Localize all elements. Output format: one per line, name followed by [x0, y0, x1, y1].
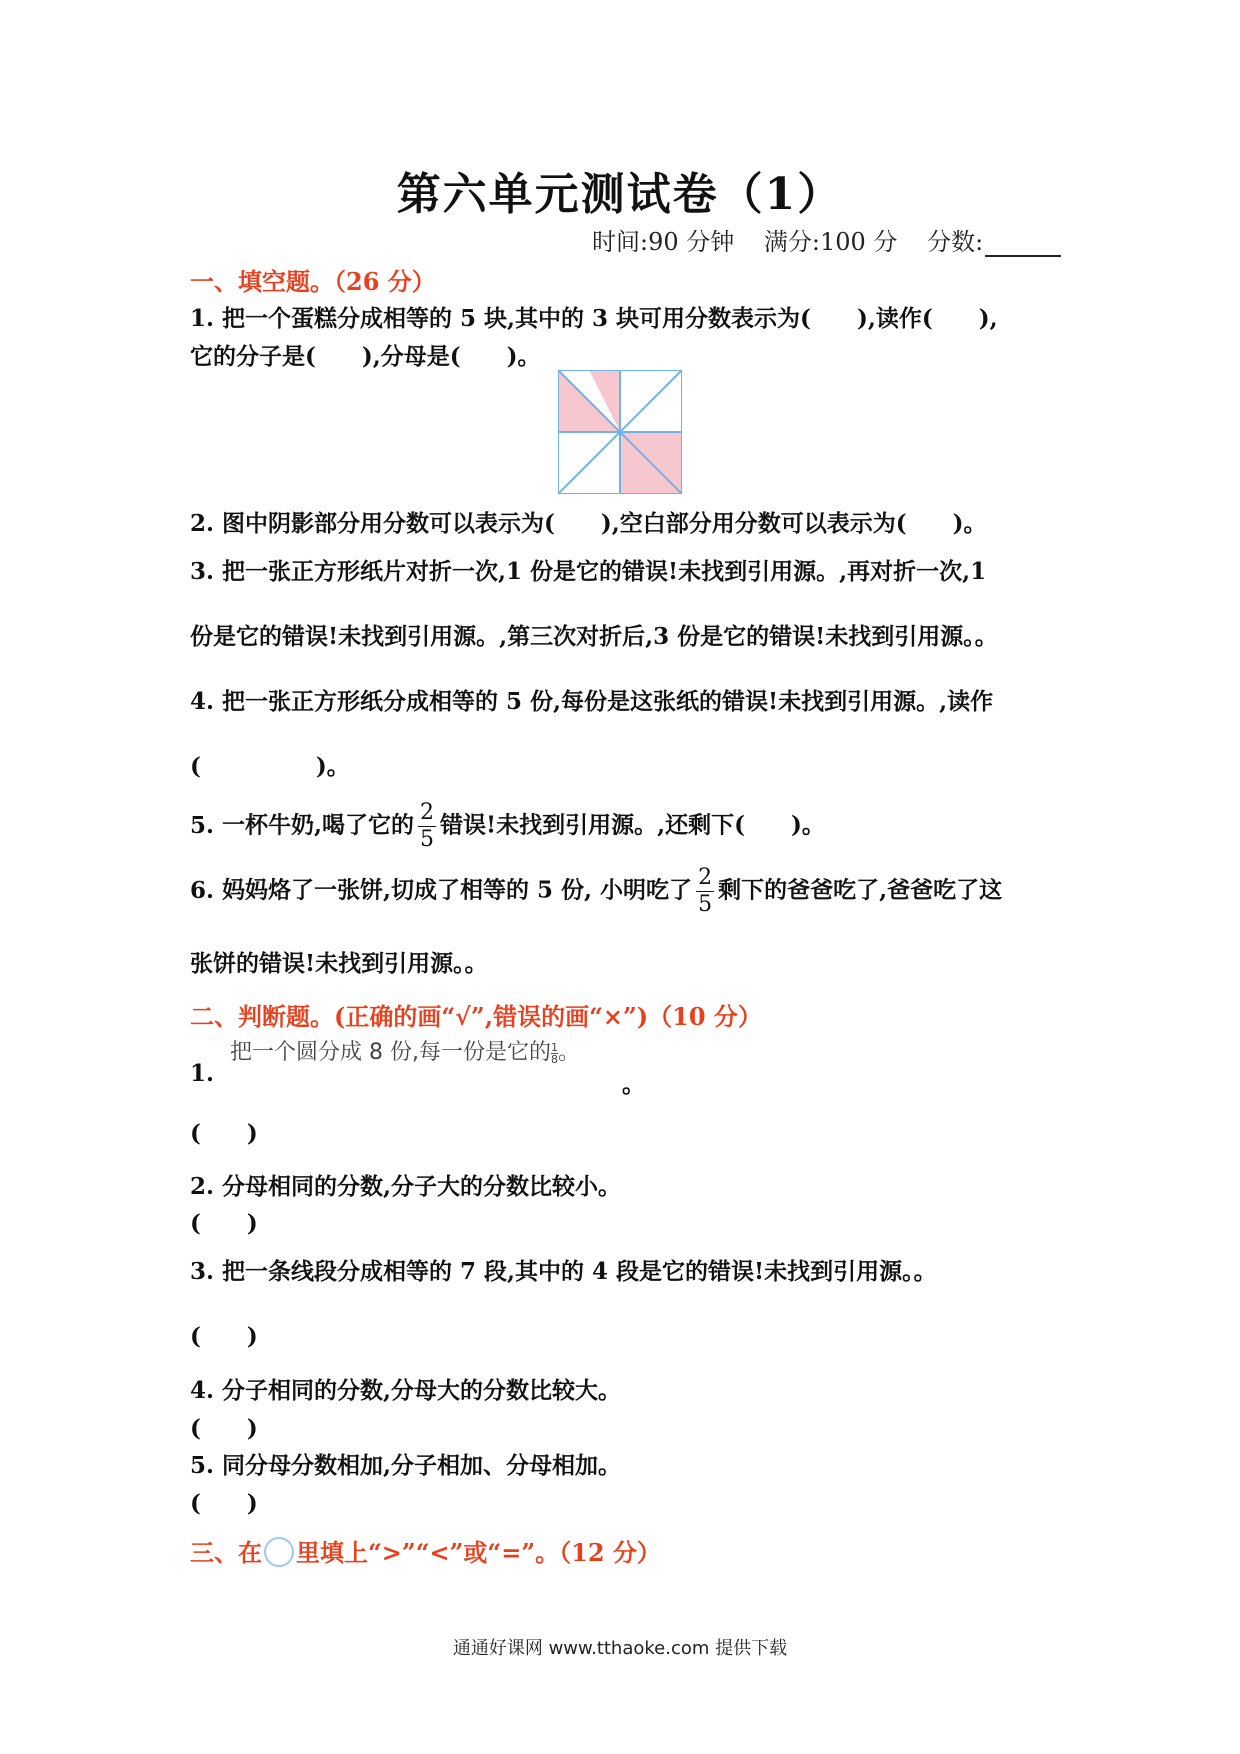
question-number: 5. — [190, 811, 215, 839]
section-3-heading-pre: 三、在 — [190, 1538, 262, 1567]
fraction-numerator: 2 — [420, 800, 435, 825]
question-text: 分子相同的分数,分母大的分数比较大。 — [222, 1377, 622, 1404]
fraction-denominator: 5 — [420, 827, 435, 852]
question-number: 2. — [190, 1173, 215, 1200]
question-text: 把一个蛋糕分成相等的 5 块,其中的 3 块可用分数表示为( ),读作( ), — [222, 305, 998, 332]
question-text: 妈妈烙了一张饼,切成了相等的 5 份, 小明吃了 — [222, 876, 693, 904]
question-text: 同分母分数相加,分子相加、分母相加。 — [222, 1452, 622, 1479]
question-2-3 — [190, 1253, 937, 1286]
fraction — [418, 800, 436, 853]
question-number: 1. — [190, 1060, 215, 1087]
fraction-numerator: 2 — [698, 865, 713, 890]
score-label: 分数: — [927, 228, 984, 256]
answer-paren[interactable]: ( ) — [190, 1210, 258, 1237]
page-title: 第六单元测试卷（1） — [396, 169, 844, 220]
answer-paren[interactable]: ( ) — [190, 1415, 258, 1442]
fraction — [696, 865, 714, 918]
circle-icon — [264, 1537, 294, 1567]
question-1-3-line1 — [190, 553, 986, 586]
image-text: 把一个圆分成 8 份,每一份是它的 — [230, 1040, 551, 1065]
section-1-heading: 一、填空题。（26 分） — [190, 267, 436, 296]
question-1-3-line2: 份是它的错误!未找到引用源。,第三次对折后,3 份是它的错误!未找到引用源。。 — [190, 623, 998, 650]
question-text: 错误!未找到引用源。,还剩下( )。 — [440, 811, 825, 839]
question-1-4-line1 — [190, 683, 993, 716]
question-2-5 — [190, 1447, 621, 1480]
answer-paren[interactable]: ( ) — [190, 1120, 258, 1147]
question-1-6-line1 — [190, 865, 1002, 918]
time-limit: 时间:90 分钟 — [592, 228, 735, 256]
question-text: 分母相同的分数,分子大的分数比较小。 — [222, 1173, 622, 1200]
question-1-1-line1 — [190, 300, 998, 333]
question-2-1-tail: 。 — [622, 1071, 645, 1098]
question-number: 2. — [190, 510, 215, 537]
question-text: 一杯牛奶,喝了它的 — [222, 811, 415, 839]
exam-meta — [592, 222, 1083, 257]
question-number: 4. — [190, 688, 215, 715]
image-text-end: 。 — [557, 1040, 580, 1065]
question-2-4 — [190, 1372, 621, 1405]
question-2-1-image-text — [230, 1035, 580, 1066]
question-number: 3. — [190, 558, 215, 585]
score-blank[interactable] — [985, 233, 1061, 257]
question-number: 1. — [190, 305, 215, 332]
shaded-square-figure — [558, 370, 682, 494]
fraction-denominator: 5 — [698, 892, 713, 917]
fraction-numerator: 1 — [550, 1040, 558, 1054]
answer-paren[interactable]: ( ) — [190, 1490, 258, 1517]
question-1-5 — [190, 800, 825, 853]
question-1-1-line2: 它的分子是( ),分母是( )。 — [190, 343, 541, 370]
question-text: 把一张正方形纸分成相等的 5 份,每份是这张纸的错误!未找到引用源。,读作 — [222, 688, 994, 715]
section-2-heading: 二、判断题。(正确的画“√”,错误的画“×”)（10 分） — [190, 1002, 762, 1031]
question-2-1 — [190, 1060, 222, 1087]
question-1-2 — [190, 505, 987, 538]
footer-source: 通通好课网 www.tthaoke.com 提供下载 — [452, 1638, 788, 1659]
question-2-2 — [190, 1168, 621, 1201]
full-score: 满分:100 分 — [763, 228, 898, 256]
question-text: 把一条线段分成相等的 7 段,其中的 4 段是它的错误!未找到引用源。。 — [222, 1258, 937, 1285]
answer-paren[interactable]: ( ) — [190, 1323, 258, 1350]
question-text: 剩下的爸爸吃了,爸爸吃了这 — [718, 876, 1003, 904]
small-fraction — [551, 1042, 558, 1065]
section-3-heading — [190, 1533, 661, 1573]
question-1-4-line2: ( )。 — [190, 753, 350, 780]
fraction-denominator: 8 — [550, 1052, 558, 1066]
question-number: 6. — [190, 876, 215, 904]
section-3-heading-post: 里填上“>”“<”或“=”。（12 分） — [296, 1538, 661, 1567]
question-text: 图中阴影部分用分数可以表示为( ),空白部分用分数可以表示为( )。 — [222, 510, 987, 537]
question-number: 3. — [190, 1258, 215, 1285]
question-number: 4. — [190, 1377, 215, 1404]
question-1-6-line2: 张饼的错误!未找到引用源。。 — [190, 950, 488, 977]
question-text: 把一张正方形纸片对折一次,1 份是它的错误!未找到引用源。,再对折一次,1 — [222, 558, 987, 585]
question-number: 5. — [190, 1452, 215, 1479]
